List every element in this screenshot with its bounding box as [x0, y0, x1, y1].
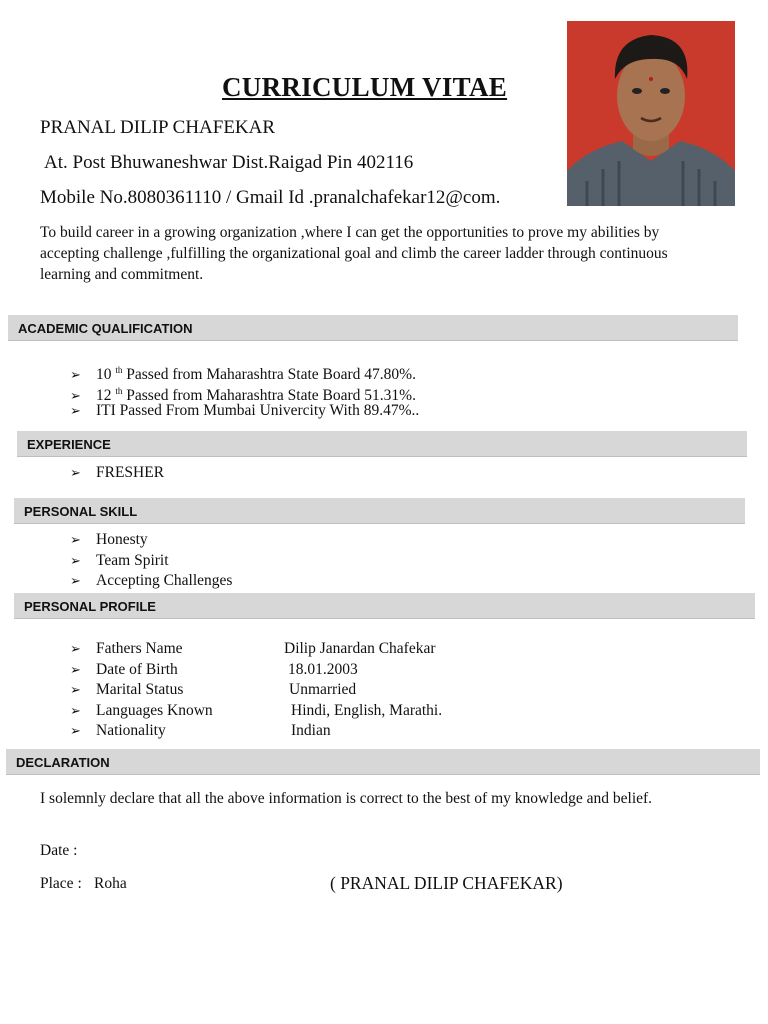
- list-item: ➢ ITI Passed From Mumbai Univercity With 89.47%..: [70, 401, 419, 422]
- arrow-bullet-icon: ➢: [70, 388, 81, 404]
- list-item: ➢ Date of Birth 18.01.2003: [70, 660, 520, 681]
- list-item: ➢ FRESHER: [70, 463, 164, 484]
- list-item: ➢ Languages Known Hindi, English, Marathi.: [70, 701, 520, 722]
- place-value: Roha: [94, 875, 127, 892]
- arrow-bullet-icon: ➢: [70, 683, 81, 698]
- section-heading-profile: PERSONAL PROFILE: [14, 593, 755, 619]
- arrow-bullet-icon: ➢: [70, 703, 81, 719]
- document-title: CURRICULUM VITAE: [222, 72, 508, 102]
- candidate-name: PRANAL DILIP CHAFEKAR: [40, 117, 276, 138]
- section-heading-academic: ACADEMIC QUALIFICATION: [8, 315, 738, 341]
- list-item: ➢ Fathers Name Dilip Janardan Chafekar: [70, 639, 520, 660]
- place-label: Place :: [40, 875, 82, 892]
- section-heading-declaration: DECLARATION: [6, 749, 760, 775]
- arrow-bullet-icon: ➢: [70, 533, 81, 548]
- list-item: ➢ 10 $^{th}$ Passed from Maharashtra State Board 47.80%.: [70, 360, 419, 381]
- signature-name: ( PRANAL DILIP CHAFEKAR): [330, 873, 563, 893]
- list-item: ➢ Honesty: [70, 530, 232, 551]
- portrait-icon: [567, 21, 735, 206]
- arrow-bullet-icon: ➢: [70, 553, 81, 569]
- academic-list: [70, 360, 419, 422]
- list-item: ➢ Team Spirit: [70, 551, 232, 572]
- candidate-address: At. Post Bhuwaneshwar Dist.Raigad Pin 402116: [44, 152, 414, 173]
- date-label: Date :: [40, 842, 78, 859]
- list-item: ➢ Marital Status Unmarried: [70, 680, 520, 701]
- arrow-bullet-icon: ➢: [70, 642, 81, 657]
- declaration-text: I solemnly declare that all the above information is correct to the best of my knowledge and belief.: [40, 790, 653, 807]
- experience-list: [70, 463, 164, 484]
- arrow-bullet-icon: ➢: [70, 574, 81, 589]
- skills-list: [70, 530, 232, 592]
- section-heading-experience: EXPERIENCE: [17, 431, 747, 457]
- portrait-photo: [567, 21, 735, 206]
- list-item: ➢ 12 $^{th}$ Passed from Maharashtra State Board 51.31%.: [70, 381, 419, 402]
- profile-list: [70, 639, 520, 742]
- arrow-bullet-icon: ➢: [70, 466, 81, 481]
- arrow-bullet-icon: ➢: [70, 662, 81, 678]
- list-item: ➢ Nationality Indian: [70, 721, 520, 742]
- candidate-contact: Mobile No.8080361110 / Gmail Id .pranalchafekar12@com.: [40, 187, 501, 208]
- list-item: ➢ Accepting Challenges: [70, 571, 232, 592]
- arrow-bullet-icon: ➢: [70, 404, 81, 419]
- arrow-bullet-icon: ➢: [70, 724, 81, 739]
- section-heading-skills: PERSONAL SKILL: [14, 498, 745, 524]
- arrow-bullet-icon: ➢: [70, 368, 81, 383]
- career-objective: To build career in a growing organization ,where I can get the opportunities to prove my abilities by accepting challenge ,fulfilling the organizational goal and climb the career ladder through continuous learning and commitment.: [40, 224, 668, 283]
